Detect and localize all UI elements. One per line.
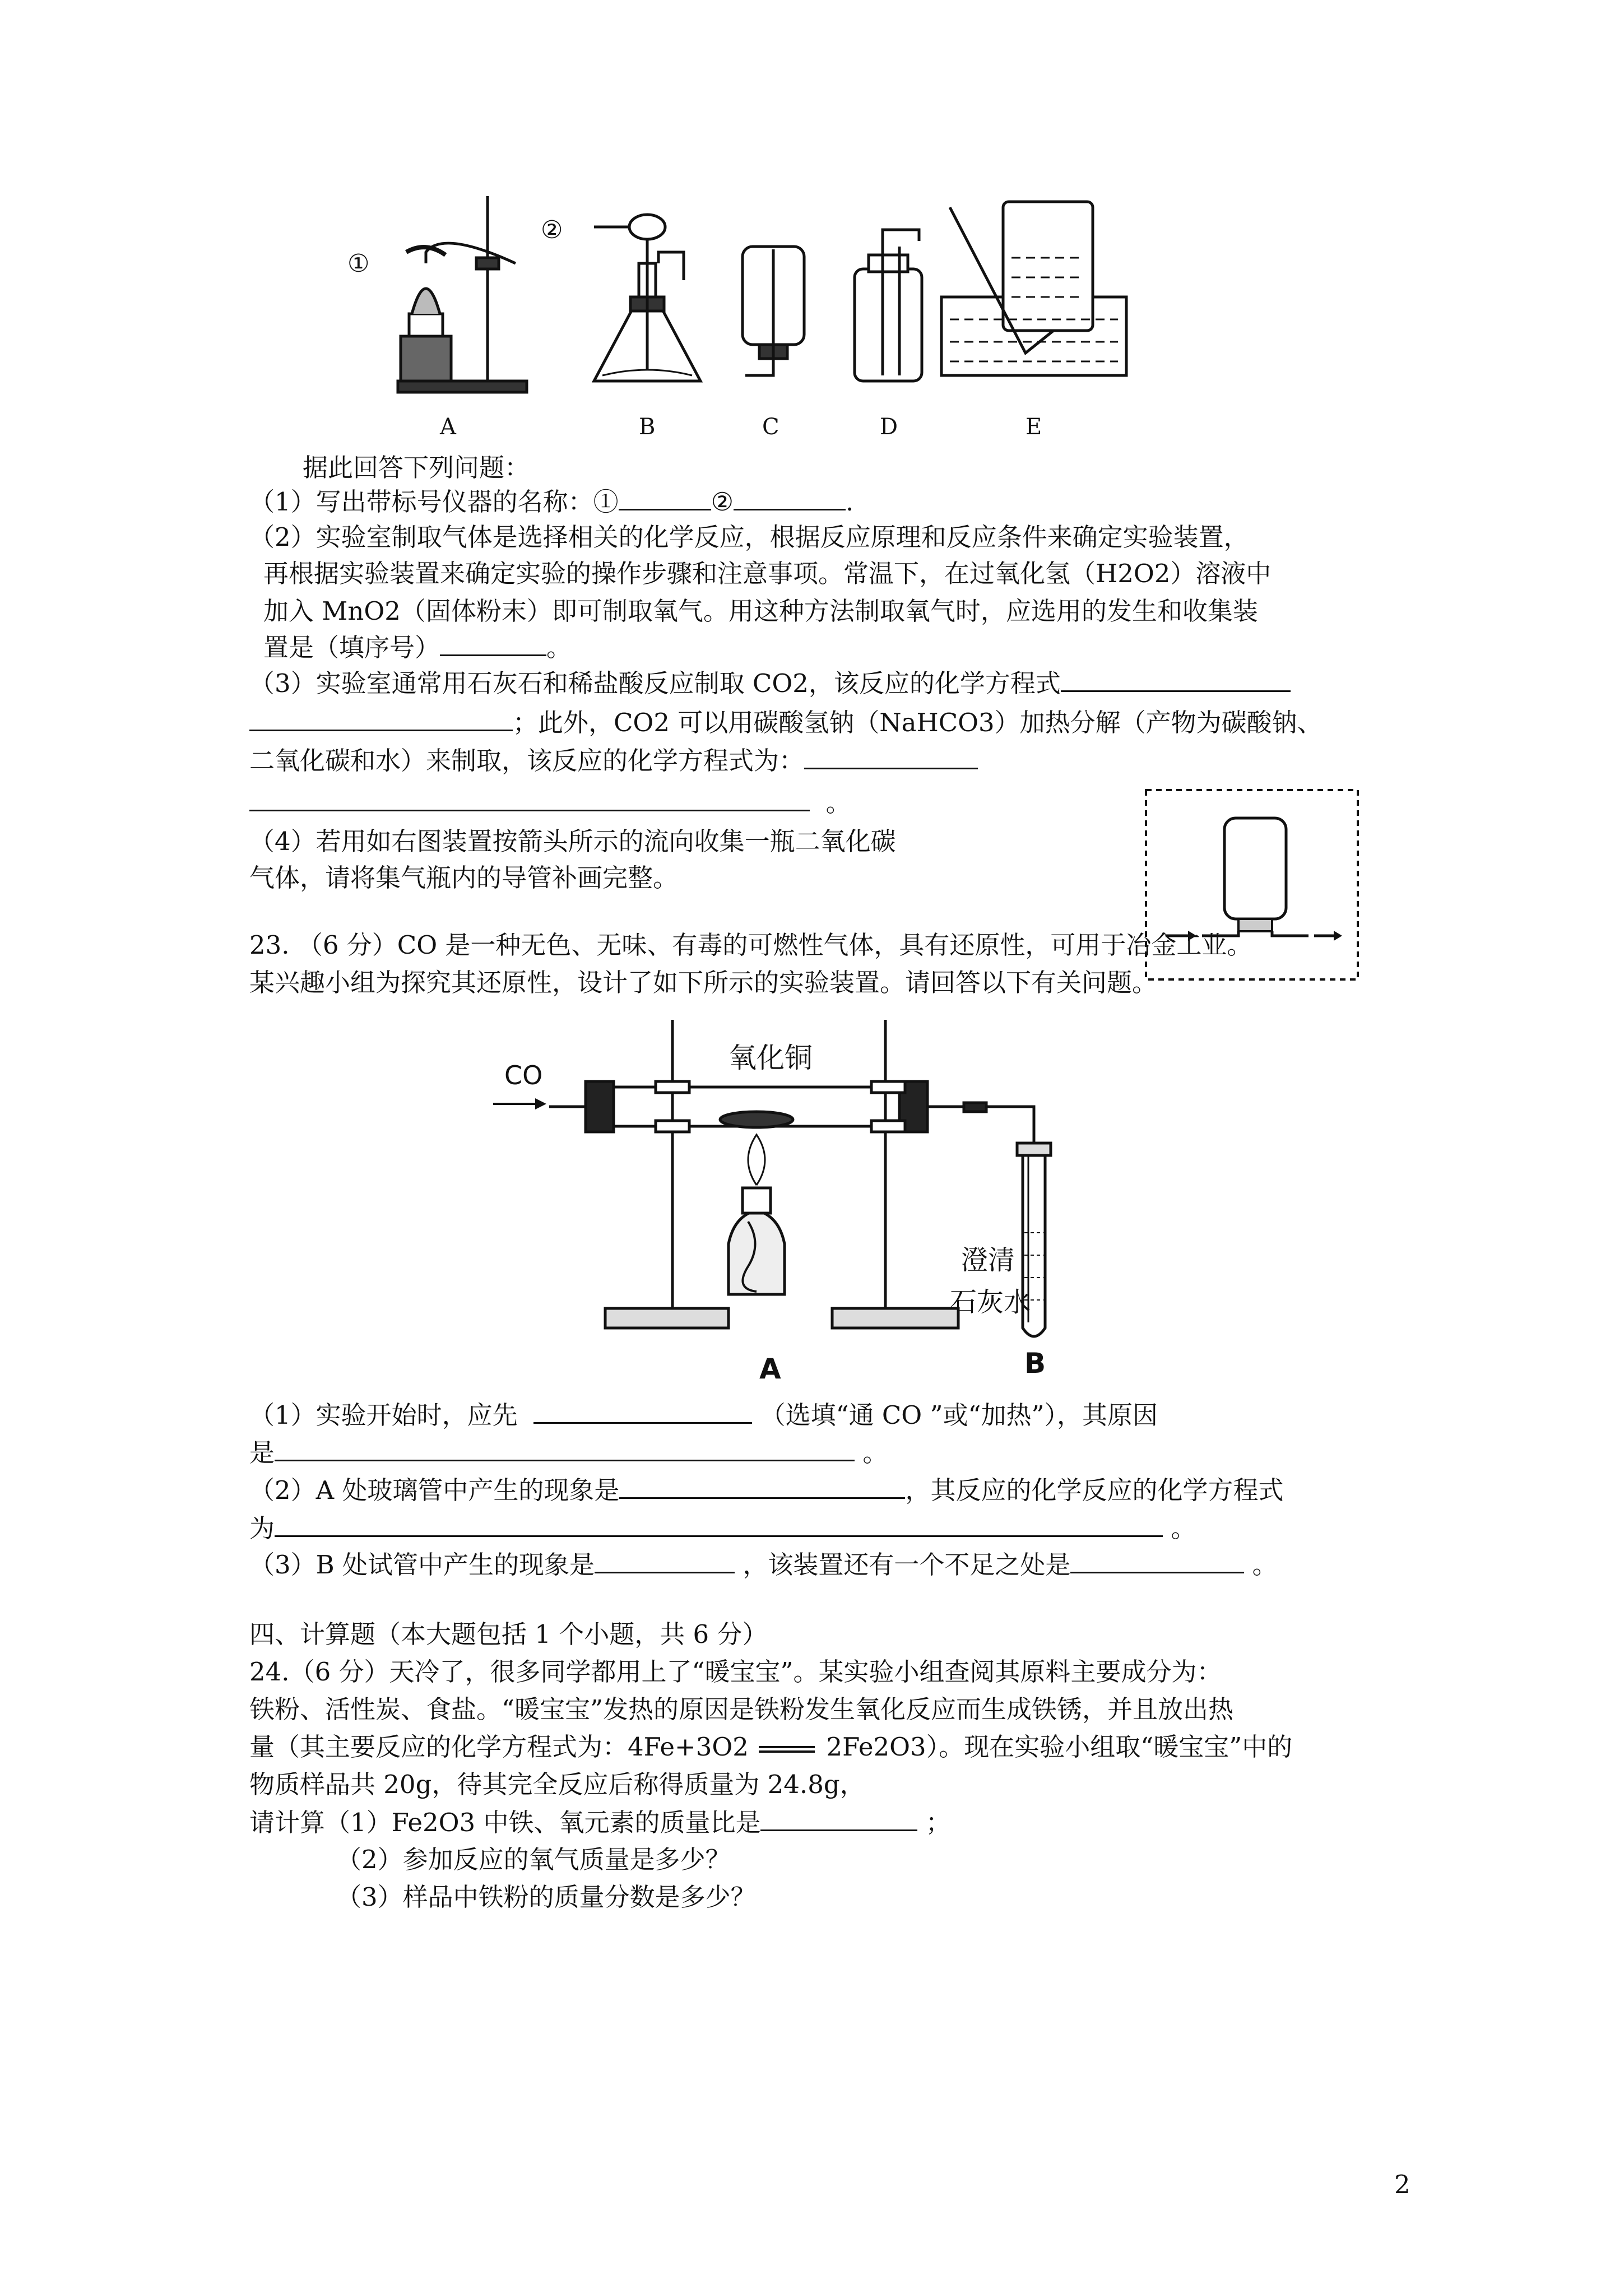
q24-line5: 请计算（1）Fe2O3 中铁、氧元素的质量比是 ；: [249, 1808, 951, 1837]
answer-blank[interactable]: [619, 1475, 905, 1499]
q23-line1: 23. （6 分）CO 是一种无色、无味、有毒的可燃性气体，具有还原性，可用于冶金工业。: [249, 930, 1252, 960]
fig-label-c: C: [762, 414, 779, 440]
q22-intro: 据此回答下列问题：: [303, 453, 530, 482]
q22-part2-line3: 加入 MnO2（固体粉末）即可制取氧气。用这种方法制取氧气时，应选用的发生和收集装: [263, 596, 1258, 626]
answer-blank[interactable]: [619, 486, 711, 510]
q22-part4-line2: 气体，请将集气瓶内的导管补画完整。: [249, 863, 679, 893]
answer-blank[interactable]: [804, 745, 978, 769]
q23-line2: 某兴趣小组为探究其还原性，设计了如下所示的实验装置。请回答以下有关问题。: [249, 968, 1158, 997]
answer-blank[interactable]: [1061, 668, 1291, 692]
q22-part3-line1: （3）实验室通常用石灰石和稀盐酸反应制取 CO2，该反应的化学方程式: [249, 668, 1291, 699]
q23-part2-line2: 为 。: [249, 1513, 1196, 1543]
answer-blank[interactable]: [1070, 1549, 1244, 1573]
q24-line6: （2）参加反应的氧气质量是多少？: [336, 1845, 731, 1874]
q22-part1: （1）写出带标号仪器的名称：① ② .: [249, 487, 854, 517]
q24-line7: （3）样品中铁粉的质量分数是多少？: [336, 1882, 756, 1912]
marker-1: ①: [347, 249, 370, 278]
q23-part1-line2: 是 。: [249, 1438, 888, 1468]
q22-part3-line3: 二氧化碳和水）来制取，该反应的化学方程式为：: [249, 745, 978, 776]
q22-part2-line2: 再根据实验装置来确定实验的操作步骤和注意事项。常温下，在过氧化氢（H2O2）溶液中: [263, 559, 1272, 588]
fig-label-e: E: [1026, 414, 1042, 440]
label-limewater-2: 石灰水: [950, 1287, 1031, 1318]
fig-label-b: B: [639, 414, 656, 440]
answer-blank[interactable]: [249, 787, 810, 811]
q22-part2-line4: 置是（填序号） 。: [263, 633, 572, 662]
q24-line4: 物质样品共 20g，待其完全反应后称得质量为 24.8g，: [249, 1770, 865, 1799]
answer-blank[interactable]: [533, 1400, 752, 1424]
page-number: 2: [1394, 2170, 1410, 2199]
answer-blank[interactable]: [275, 1437, 855, 1461]
answer-blank[interactable]: [275, 1513, 1163, 1537]
q23-part1-line1: （1）实验开始时，应先 （选填“通 CO ”或“加热”），其原因: [249, 1400, 1158, 1430]
q23-part2-line1: （2）A 处玻璃管中产生的现象是 ，其反应的化学反应的化学方程式: [249, 1475, 1284, 1505]
label-limewater-1: 澄清: [961, 1244, 1015, 1276]
q22-part3-line4: 。: [249, 787, 851, 818]
q22-part4-line1: （4）若用如右图装置按箭头所示的流向收集一瓶二氧化碳: [249, 826, 896, 856]
q22-part2-line1: （2）实验室制取气体是选择相关的化学反应，根据反应原理和反应条件来确定实验装置，: [249, 522, 1249, 552]
reaction-arrow: [757, 1741, 818, 1758]
answer-blank[interactable]: [440, 632, 546, 656]
co-reduction-apparatus: [493, 1009, 1194, 1390]
q23-part3: （3）B 处试管中产生的现象是 ，该装置还有一个不足之处是 。: [249, 1550, 1278, 1580]
q24-line1: 24.（6 分）天冷了，很多同学都用上了“暖宝宝”。某实验小组查阅其原料主要成分为：: [249, 1657, 1222, 1687]
label-a: A: [759, 1353, 781, 1385]
label-co: CO: [504, 1060, 543, 1090]
marker-2: ②: [541, 216, 563, 244]
q22-part3-line2: ；此外，CO2 可以用碳酸氢钠（NaHCO3）加热分解（产物为碳酸钠、: [249, 707, 1323, 738]
fig-label-d: D: [880, 414, 898, 440]
section4-heading: 四、计算题（本大题包括 1 个小题，共 6 分）: [249, 1619, 768, 1649]
answer-blank[interactable]: [595, 1549, 735, 1573]
answer-blank[interactable]: [734, 486, 846, 510]
apparatus-figure: [347, 185, 1143, 448]
answer-blank[interactable]: [249, 707, 513, 731]
answer-blank[interactable]: [760, 1807, 917, 1831]
label-copper-oxide: 氧化铜: [729, 1042, 813, 1074]
q24-line2: 铁粉、活性炭、食盐。“暖宝宝”发热的原因是铁粉发生氧化反应而生成铁锈，并且放出热: [249, 1694, 1234, 1724]
fig-label-a: A: [440, 414, 456, 440]
label-b: B: [1024, 1347, 1046, 1380]
q24-line3: 量（其主要反应的化学方程式为：4Fe+3O2 2Fe2O3）。现在实验小组取“暖宝宝”中的: [249, 1732, 1293, 1762]
